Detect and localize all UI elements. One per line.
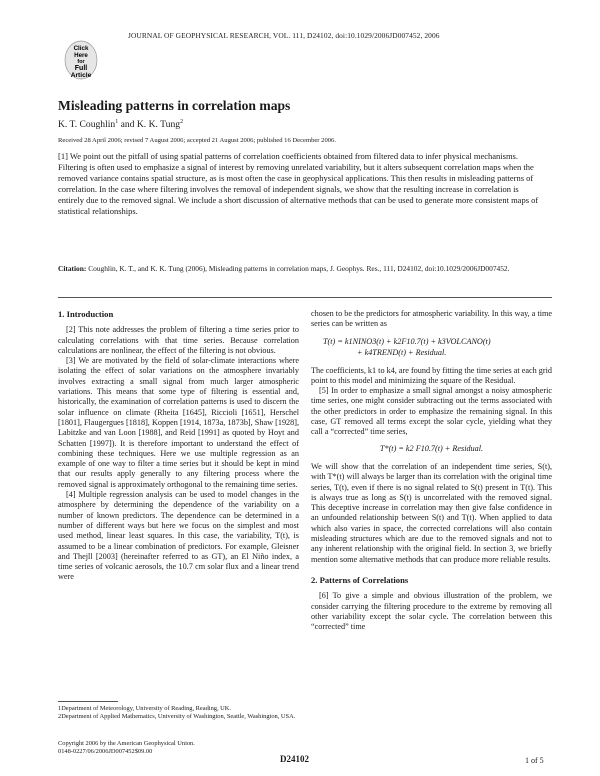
badge-line-1: Click	[73, 45, 89, 52]
badge-line-5: Article	[70, 72, 92, 79]
coefficients-paragraph: The coefficients, k1 to k4, are found by fitting the time series at each grid point to this model and minimizing the square of the Residual.	[311, 365, 552, 385]
author-separator: and	[118, 119, 137, 131]
running-head: JOURNAL OF GEOPHYSICAL RESEARCH, VOL. 111, D24102, doi:10.1029/2006JD007452, 2006	[128, 31, 440, 40]
page-number: 1 of 5	[525, 756, 544, 765]
copyright-line: Copyright 2006 by the American Geophysical Union.	[58, 740, 195, 747]
author-2: K. K. Tung	[136, 119, 181, 131]
document-id: D24102	[280, 754, 309, 764]
badge-line-4: Full	[74, 65, 88, 72]
section-divider	[58, 297, 552, 298]
paragraph-5: [5] In order to emphasize a small signal amongst a noisy atmospheric time series, one might consider subtracting out the terms associated with the other predictors in order to emphasize the remaining signal. In this case, GT removed all terms except the solar cycle, yielding what they call a “corrected” time series,	[311, 386, 552, 437]
paragraph-4-continued: chosen to be the predictors for atmospheric variability. In this way, a time series can be written as	[311, 309, 552, 329]
badge-line-3: for	[77, 59, 85, 65]
paragraph-4: [4] Multiple regression analysis can be used to model changes in the atmosphere by determining the dependence of the variability on a number of known predictors. The dependence can be determined in a number of different ways but here we focus on the simplest and most used method, linear least squares. In this case, the variability, T(t), is assumed to be a linear combination of predictors. For example, Gleisner and Thejll [2003] (hereinafter referred to as GT), an El Niño index, a time series of volcanic aerosols, the 10.7 cm solar flux and a linear trend were	[58, 490, 299, 582]
badge-line-2: Here	[74, 52, 88, 59]
equation-2: T*(t) = k2 F10.7(t) + Residual.	[379, 443, 484, 453]
citation-text: Coughlin, K. T., and K. K. Tung (2006), Misleading patterns in correlation maps, J. Geophys. Res., 111, D24102, doi:10.1029/2006JD007452.	[88, 264, 510, 273]
right-column	[311, 309, 552, 632]
click-here-full-article-badge[interactable]	[64, 40, 98, 80]
publication-dates: Received 28 April 2006; revised 7 August 2006; accepted 21 August 2006; published 16 December 2006.	[58, 137, 336, 144]
citation-label: Citation:	[58, 264, 87, 273]
section-heading-patterns: 2. Patterns of Correlations	[311, 574, 409, 585]
paragraph-3: [3] We are motivated by the field of solar-climate interactions where isolating the effect of solar variations on the atmosphere invariably involves extracting a small signal from much larger atmospheric variations. This means that some type of filtering is essential and, historically, the examination of correlation patterns is used to discern the solar influence on climate (Rheita [1645], Riccioli [1651], Herschel [1801], Flaugergues [1818], Koppen [1914, 1873a, 1873b], Shaw [1928], Labitzke and van Loon [1988], and Reid [1991] as quoted by Hoyt and Schatten [1997]). It is therefore important to understand the effect of combining these techniques. Here we use multiple regression as an example of one way to filter a time series but it should be kept in mind that our results apply generally to any filtering process where the removed signal is approximately orthogonal to the remaining time series.	[58, 356, 299, 489]
left-column	[58, 309, 299, 583]
section-heading-introduction: 1. Introduction	[58, 309, 114, 319]
citation	[58, 264, 558, 275]
footnote-1: 1Department of Meteorology, University of Reading, Reading, UK.	[58, 705, 231, 712]
footnotes	[58, 701, 299, 722]
equation-1	[323, 336, 552, 358]
abstract: [1] We point out the pitfall of using spatial patterns of correlation coefficients obtained from filtered data to infer physical mechanisms. Filtering is often used to emphasize a signal of interest by removing unrelated variability, but it alters subsequent correlation maps when the removed variance contains spatial structure, as is most often the case in geophysical applications. This then results in misleading patterns of correlation. In the case where filtering involves the removal of independent signals, we show that the resulting increase in correlation is entirely due to the removed signal. We include a short discussion of alternative methods that can be used to generate more consistent maps of statistical relationships.	[58, 151, 539, 216]
article-title: Misleading patterns in correlation maps	[58, 98, 291, 113]
equation-1-line-2: + k4TREND(t) + Residual.	[357, 347, 447, 357]
author-2-affiliation: 2	[180, 119, 184, 125]
footnote-rule	[58, 701, 118, 702]
author-1: K. T. Coughlin	[58, 119, 116, 131]
copyright	[58, 740, 195, 757]
equation-1-line-1: T(t) = k1NINO3(t) + k2F10.7(t) + k3VOLCANO(t)	[323, 336, 491, 346]
correlation-paragraph: We will show that the correlation of an independent time series, S(t), with T*(t) will always be larger than its correlation with the original time series, T(t), even if there is no signal related to S(t) present in T(t). This is always true as long as S(t) is uncorrelated with the removed signal. This deceptive increase in correlation may then give false confidence in an unfounded relationship between S(t) and T(t). When applied to data which also varies in space, the corrected correlations will also contain misleading structures which are due to the removed signals and not to any inherent relationship with the original field. In section 3, we briefly mention some alternative methods that can produce more reliable results.	[311, 461, 552, 564]
footnote-2: 2Department of Applied Mathematics, University of Washington, Seattle, Washington, USA.	[58, 713, 296, 721]
issn-line: 0148-0227/06/2006JD007452$09.00	[58, 748, 153, 756]
author-1-affiliation: 1	[115, 119, 119, 125]
authors	[58, 119, 183, 130]
paragraph-2: [2] This note addresses the problem of filtering a time series prior to calculating correlations with that time series. Because correlation calculations are nonlinear, the effect of the filtering is not obvious.	[58, 325, 299, 355]
paragraph-6: [6] To give a simple and obvious illustration of the problem, we consider carrying the filtering procedure to the extreme by removing all other variability except the solar cycle. The correlation between this “corrected” time	[311, 591, 552, 632]
